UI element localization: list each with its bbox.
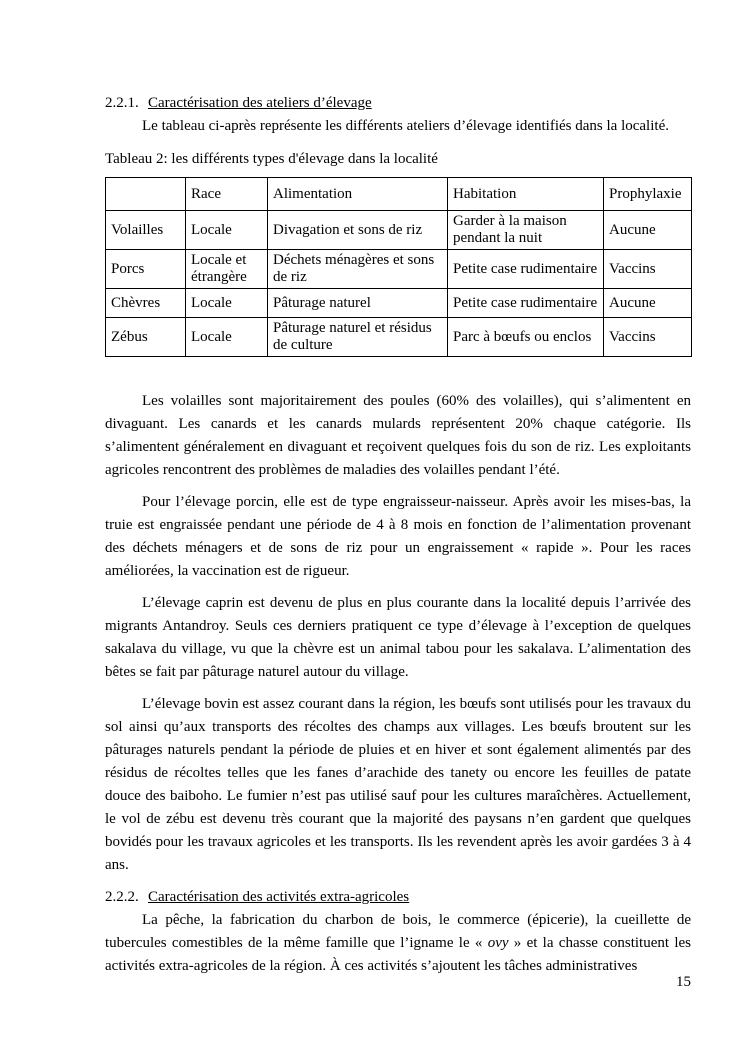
section-title: Caractérisation des activités extra-agricoles	[148, 889, 410, 905]
table-cell: Volailles	[106, 211, 186, 250]
table-cell: Porcs	[106, 250, 186, 289]
section-number: 2.2.1.	[105, 95, 139, 111]
section-number: 2.2.2.	[105, 889, 139, 905]
table-row-volailles	[106, 211, 692, 250]
extra-agricoles-paragraph	[105, 909, 691, 978]
page-number: 15	[676, 974, 691, 990]
table-header-row	[106, 178, 692, 211]
table-cell: Aucune	[604, 211, 692, 250]
table-cell: Locale et étrangère	[186, 250, 268, 289]
table-header-cell-alimentation: Alimentation	[268, 178, 448, 211]
table-cell: Garder à la maison pendant la nuit	[448, 211, 604, 250]
table-cell: Chèvres	[106, 289, 186, 318]
table-cell: Locale	[186, 289, 268, 318]
table-cell: Vaccins	[604, 250, 692, 289]
table-cell: Locale	[186, 211, 268, 250]
table-cell: Déchets ménagères et sons de riz	[268, 250, 448, 289]
table-cell: Petite case rudimentaire	[448, 289, 604, 318]
table-header-cell-prophylaxie: Prophylaxie	[604, 178, 692, 211]
livestock-table	[105, 177, 692, 357]
section-title: Caractérisation des ateliers d’élevage	[148, 95, 372, 111]
table-cell: Pâturage naturel et résidus de culture	[268, 318, 448, 357]
table-cell: Zébus	[106, 318, 186, 357]
paragraph-text-before: La pêche, la fabrication du charbon de bois, le commerce (épicerie), la cueillette de tubercules comestibles de la même famille que l’igname le «	[105, 912, 691, 951]
table-header-cell-race: Race	[186, 178, 268, 211]
table-cell: Vaccins	[604, 318, 692, 357]
table-cell: Aucune	[604, 289, 692, 318]
intro-paragraph: Le tableau ci-après représente les différents ateliers d’élevage identifiés dans la localité.	[142, 118, 669, 134]
table-header-cell-empty	[106, 178, 186, 211]
table-cell: Pâturage naturel	[268, 289, 448, 318]
section-heading-2-2-2	[105, 886, 691, 909]
vernacular-term: ovy	[487, 935, 509, 951]
table-cell: Parc à bœufs ou enclos	[448, 318, 604, 357]
caprin-paragraph: L’élevage caprin est devenu de plus en plus courante dans la localité depuis l’arrivée des migrants Antandroy. Seuls ces derniers pratiquent ce type d’élevage à l’exception de quelques sakalava du village, vu que la chèvre est un animal tabou pour les sakalava. L’alimentation des bêtes se fait par pâturage naturel autour du village.	[105, 595, 691, 680]
table-row-chevres	[106, 289, 692, 318]
bovin-paragraph: L’élevage bovin est assez courant dans la région, les bœufs sont utilisés pour les travaux du sol ainsi qu’aux transports des récoltes des champs aux villages. Les bœufs broutent sur les pâturages naturels pendant la période de pluies et en hiver et sont également alimentés par des résidus de récoltes telles que les fanes d’arachide des tanety ou encore les feuilles de patate douce des baiboho. Le fumier n’est pas utilisé sauf pour les cultures maraîchères. Actuellement, le vol de zébu est devenu très courant que la majorité des paysans n’en gardent que quelques bovidés pour les travaux agricoles et les transports. Ils les revendent après les avoir gardées 3 à 4 ans.	[105, 696, 691, 873]
volailles-paragraph: Les volailles sont majoritairement des poules (60% des volailles), qui s’alimentent en divaguant. Les canards et les canards mulards représentent 20% chaque catégorie. Ils s’alimentent généralement en divaguant et reçoivent quelques fois du son de riz. Les exploitants agricoles rencontrent des problèmes de maladies des volailles pendant l’été.	[105, 393, 691, 478]
porcin-paragraph: Pour l’élevage porcin, elle est de type engraisseur-naisseur. Après avoir les mises-bas, la truie est engraissée pendant une période de 4 à 8 mois en fonction de l’alimentation provenant des déchets ménagers et de sons de riz pour un engraissement « rapide ». Pour les races améliorées, la vaccination est de rigueur.	[105, 494, 691, 579]
table-cell: Locale	[186, 318, 268, 357]
table-cell: Divagation et sons de riz	[268, 211, 448, 250]
table-cell: Petite case rudimentaire	[448, 250, 604, 289]
page-content	[105, 92, 691, 978]
table-header-cell-habitation: Habitation	[448, 178, 604, 211]
table-caption: Tableau 2: les différents types d'élevage dans la localité	[105, 151, 438, 167]
table-row-zebus	[106, 318, 692, 357]
section-heading-2-2-1	[105, 92, 691, 115]
table-row-porcs	[106, 250, 692, 289]
paragraph-text-after: » et la chasse constituent les activités extra-agricoles de la région. À ces activités s’ajoutent les tâches administratives	[105, 935, 691, 974]
